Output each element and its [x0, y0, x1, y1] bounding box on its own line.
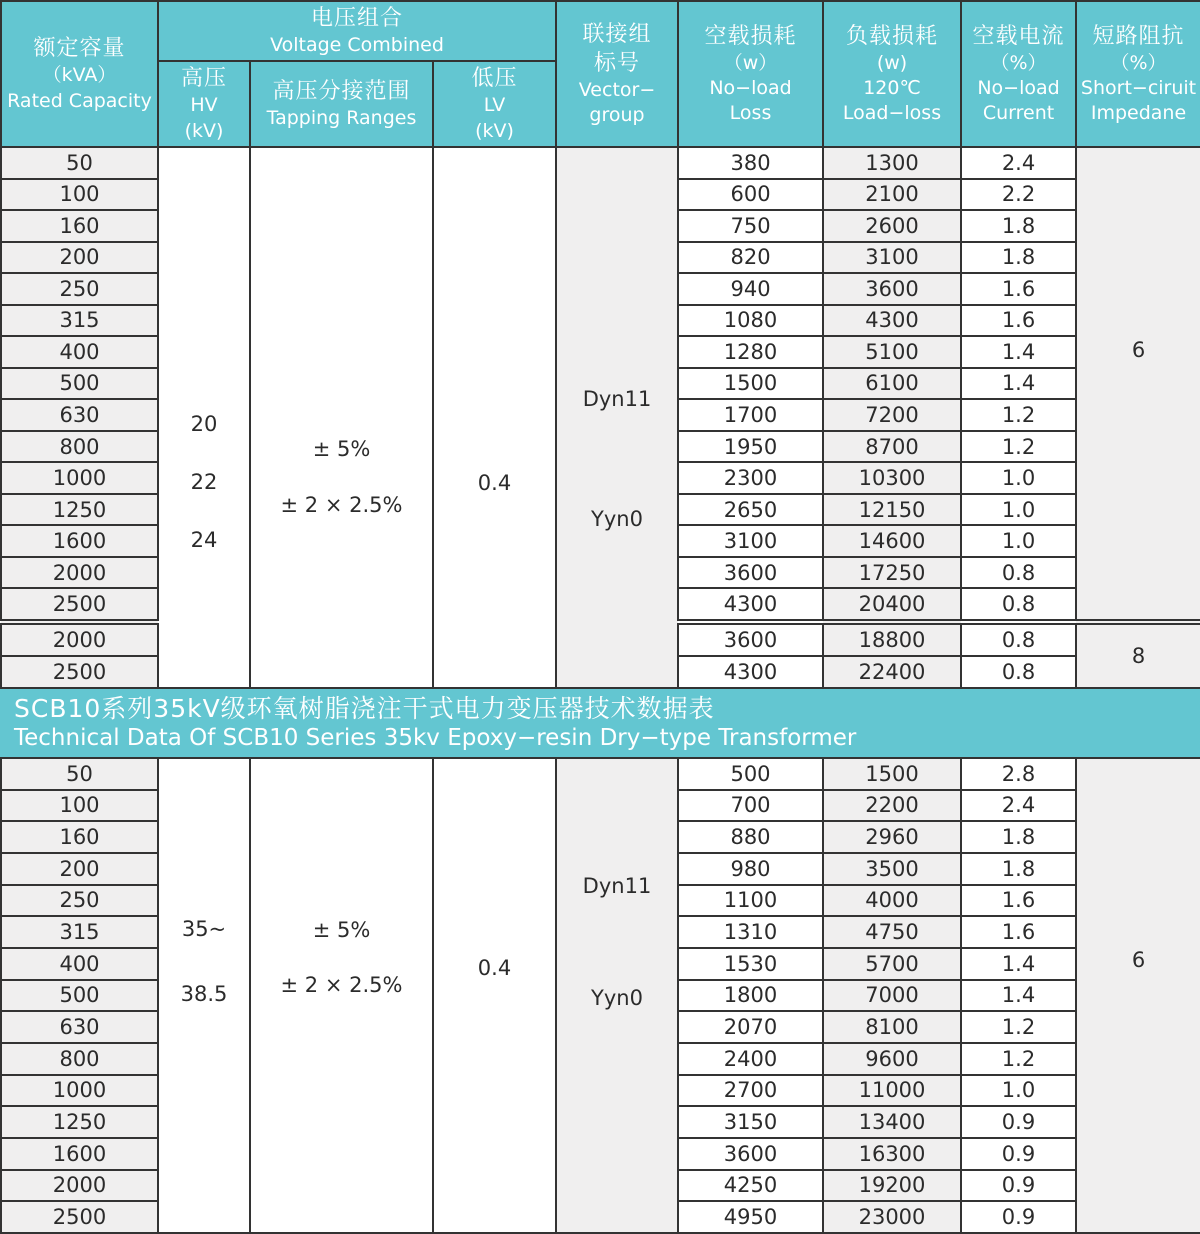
header-line-unit: (kV)	[184, 119, 224, 142]
section-banner	[0, 689, 1200, 757]
header-line-zh: 联接组	[582, 21, 652, 47]
table-row	[1, 147, 1200, 179]
load-loss-cell: 19200	[823, 1170, 961, 1202]
no-load-current-cell: 0.8	[961, 656, 1076, 688]
no-load-loss-cell: 2650	[678, 494, 823, 526]
load-loss-cell: 2960	[823, 821, 961, 853]
table-body-20kv	[1, 147, 1200, 688]
header-line-unit: (kV)	[475, 119, 514, 142]
no-load-loss-header	[678, 1, 823, 147]
voltage-combined-header-lines	[159, 4, 555, 58]
load-loss-cell: 14600	[823, 525, 961, 557]
no-load-loss-cell: 700	[678, 790, 823, 822]
header-line-zh: 低压	[471, 66, 518, 92]
load-loss-cell: 3600	[823, 273, 961, 305]
no-load-current-cell: 1.4	[961, 336, 1076, 368]
capacity-cell: 1600	[1, 525, 158, 557]
header-line-unit: （kVA）	[42, 64, 117, 87]
header-line-en: Tapping Ranges	[266, 106, 417, 129]
load-loss-header-lines	[824, 22, 960, 126]
header-line-en: Impedane	[1090, 102, 1187, 125]
tapping-values	[251, 436, 432, 518]
header-line-zh: 标号	[594, 50, 641, 76]
banner-title-en: Technical Data Of SCB10 Series 35kv Epoxy−resin Dry−type Transformer	[14, 725, 857, 752]
load-loss-cell: 17250	[823, 557, 961, 589]
lv-merged-cell	[433, 758, 556, 1233]
impedance-merged-cell	[1076, 147, 1200, 622]
tapping-header-lines	[251, 77, 432, 131]
capacity-cell: 630	[1, 1011, 158, 1043]
capacity-cell: 2000	[1, 557, 158, 589]
capacity-cell: 315	[1, 305, 158, 337]
load-loss-cell: 11000	[823, 1075, 961, 1107]
load-loss-cell: 2600	[823, 210, 961, 242]
vector-group-merged-cell	[556, 758, 678, 1233]
no-load-loss-cell: 1530	[678, 948, 823, 980]
capacity-cell: 160	[1, 821, 158, 853]
no-load-current-cell: 0.8	[961, 622, 1076, 656]
header-line-zh: 空载电流	[972, 23, 1065, 49]
header-line-unit: （%）	[1110, 51, 1167, 74]
header-row-top	[1, 1, 1200, 61]
hv-value: 38.5	[180, 982, 228, 1006]
load-loss-cell: 4750	[823, 916, 961, 948]
header-line-zh: 额定容量	[33, 36, 126, 62]
header-line-en: group	[589, 104, 645, 127]
no-load-current-cell: 1.0	[961, 462, 1076, 494]
no-load-current-cell: 1.8	[961, 853, 1076, 885]
impedance-header-lines	[1077, 22, 1200, 126]
load-loss-cell: 1300	[823, 147, 961, 179]
capacity-cell: 2000	[1, 1170, 158, 1202]
capacity-cell: 250	[1, 273, 158, 305]
no-load-loss-header-lines	[679, 22, 822, 126]
no-load-current-cell: 2.4	[961, 147, 1076, 179]
vector-group-values	[557, 386, 677, 532]
vector-group-value: Dyn11	[582, 386, 652, 411]
header-line-en: Loss	[729, 102, 772, 125]
load-loss-cell: 7000	[823, 980, 961, 1012]
load-loss-cell: 13400	[823, 1106, 961, 1138]
no-load-current-cell: 1.2	[961, 431, 1076, 463]
banner-title-zh: SCB10系列35kV级环氧树脂浇注干式电力变压器技术数据表	[14, 693, 715, 723]
no-load-loss-cell: 3600	[678, 622, 823, 656]
no-load-current-header-lines	[962, 22, 1075, 126]
capacity-cell: 1000	[1, 1075, 158, 1107]
no-load-loss-cell: 4950	[678, 1201, 823, 1233]
no-load-loss-cell: 3150	[678, 1106, 823, 1138]
no-load-loss-cell: 3600	[678, 1138, 823, 1170]
vector-group-value: Yyn0	[591, 985, 643, 1010]
capacity-cell: 1250	[1, 1106, 158, 1138]
load-loss-cell: 7200	[823, 399, 961, 431]
no-load-loss-cell: 1950	[678, 431, 823, 463]
no-load-current-cell: 1.2	[961, 399, 1076, 431]
capacity-cell: 2000	[1, 622, 158, 656]
capacity-cell: 160	[1, 210, 158, 242]
hv-merged-cell	[158, 147, 250, 688]
header-line-en: Load−loss	[842, 102, 942, 125]
no-load-loss-cell: 3100	[678, 525, 823, 557]
header-line-unit: （w）	[723, 51, 778, 74]
no-load-current-cell: 1.0	[961, 494, 1076, 526]
vector-group-merged-cell	[556, 147, 678, 688]
rated-capacity-header	[1, 1, 158, 147]
hv-value: 20	[190, 411, 218, 436]
load-loss-cell: 5100	[823, 336, 961, 368]
load-loss-cell: 23000	[823, 1201, 961, 1233]
load-loss-cell: 8700	[823, 431, 961, 463]
vector-group-header	[556, 1, 678, 147]
no-load-loss-cell: 820	[678, 242, 823, 274]
load-loss-header	[823, 1, 961, 147]
capacity-cell: 200	[1, 242, 158, 274]
hv-values	[159, 916, 249, 1007]
header-line-en: No−load	[709, 76, 792, 99]
no-load-current-cell: 1.2	[961, 1011, 1076, 1043]
lv-value-text: 0.4	[477, 470, 512, 495]
no-load-loss-cell: 1800	[678, 980, 823, 1012]
capacity-cell: 1250	[1, 494, 158, 526]
header-line-en: No−load	[977, 76, 1060, 99]
hv-merged-cell	[158, 758, 250, 1233]
rated-capacity-header-lines	[2, 34, 157, 113]
lv-value	[434, 955, 555, 981]
impedance-merged-cell-8	[1076, 622, 1200, 688]
no-load-current-cell: 1.0	[961, 525, 1076, 557]
header-line-zh: 负载损耗	[846, 23, 939, 49]
capacity-cell: 500	[1, 980, 158, 1012]
no-load-current-header	[961, 1, 1076, 147]
no-load-current-cell: 1.4	[961, 948, 1076, 980]
capacity-cell: 630	[1, 399, 158, 431]
no-load-current-cell: 0.8	[961, 588, 1076, 622]
tapping-values	[251, 917, 432, 998]
no-load-current-cell: 1.4	[961, 980, 1076, 1012]
load-loss-cell: 4000	[823, 885, 961, 917]
no-load-loss-cell: 1280	[678, 336, 823, 368]
load-loss-cell: 10300	[823, 462, 961, 494]
tapping-merged-cell	[250, 147, 433, 688]
impedance-value	[1077, 947, 1200, 973]
capacity-cell: 1600	[1, 1138, 158, 1170]
impedance-value-text: 6	[1131, 337, 1146, 362]
header-line-zh: 电压组合	[311, 5, 404, 31]
capacity-cell: 800	[1, 431, 158, 463]
tapping-value: ± 5%	[312, 436, 371, 461]
lv-value-text: 0.4	[477, 955, 512, 980]
no-load-loss-cell: 2400	[678, 1043, 823, 1075]
lv-header-lines	[434, 64, 555, 143]
load-loss-cell: 20400	[823, 588, 961, 622]
no-load-current-cell: 2.2	[961, 179, 1076, 211]
no-load-loss-cell: 4250	[678, 1170, 823, 1202]
lv-value	[434, 470, 555, 496]
header-line-en: LV	[483, 94, 506, 117]
load-loss-cell: 3500	[823, 853, 961, 885]
no-load-current-cell: 1.6	[961, 885, 1076, 917]
no-load-loss-cell: 600	[678, 179, 823, 211]
no-load-current-cell: 2.8	[961, 758, 1076, 790]
no-load-loss-cell: 750	[678, 210, 823, 242]
table-header	[1, 1, 1200, 147]
vector-group-values	[557, 873, 677, 1011]
vector-group-header-lines	[557, 20, 677, 128]
capacity-cell: 100	[1, 179, 158, 211]
no-load-loss-cell: 2300	[678, 462, 823, 494]
no-load-loss-cell: 1310	[678, 916, 823, 948]
no-load-current-cell: 1.6	[961, 305, 1076, 337]
lv-merged-cell	[433, 147, 556, 688]
vector-group-value: Yyn0	[591, 506, 643, 531]
header-line-unit: （%）	[990, 51, 1047, 74]
load-loss-cell: 8100	[823, 1011, 961, 1043]
no-load-loss-cell: 1500	[678, 368, 823, 400]
header-line-en: HV	[190, 94, 218, 117]
technical-table-35kv	[0, 757, 1200, 1234]
capacity-cell: 200	[1, 853, 158, 885]
capacity-cell: 500	[1, 368, 158, 400]
capacity-cell: 2500	[1, 656, 158, 688]
load-loss-cell: 6100	[823, 368, 961, 400]
no-load-current-cell: 1.6	[961, 273, 1076, 305]
capacity-cell: 315	[1, 916, 158, 948]
no-load-current-cell: 2.4	[961, 790, 1076, 822]
tapping-value: ± 2 × 2.5%	[280, 492, 403, 517]
hv-value: 35~	[181, 917, 227, 941]
header-line-en: Current	[982, 102, 1055, 125]
no-load-loss-cell: 940	[678, 273, 823, 305]
hv-value: 24	[190, 527, 218, 552]
lv-header	[433, 61, 556, 147]
load-loss-cell: 16300	[823, 1138, 961, 1170]
load-loss-cell: 2200	[823, 790, 961, 822]
capacity-cell: 800	[1, 1043, 158, 1075]
hv-value: 22	[190, 469, 218, 494]
impedance-value-text: 6	[1131, 947, 1146, 972]
tapping-value: ± 2 × 2.5%	[280, 973, 403, 997]
capacity-cell: 400	[1, 336, 158, 368]
capacity-cell: 100	[1, 790, 158, 822]
no-load-loss-cell: 1080	[678, 305, 823, 337]
no-load-loss-cell: 380	[678, 147, 823, 179]
load-loss-cell: 5700	[823, 948, 961, 980]
hv-header	[158, 61, 250, 147]
hv-values	[159, 411, 249, 553]
no-load-current-cell: 0.9	[961, 1170, 1076, 1202]
no-load-loss-cell: 500	[678, 758, 823, 790]
no-load-current-cell: 0.8	[961, 557, 1076, 589]
load-loss-cell: 22400	[823, 656, 961, 688]
no-load-loss-cell: 1100	[678, 885, 823, 917]
impedance-value	[1077, 643, 1200, 669]
impedance-value	[1077, 337, 1200, 363]
no-load-current-cell: 1.8	[961, 242, 1076, 274]
no-load-current-cell: 0.9	[961, 1201, 1076, 1233]
capacity-cell: 250	[1, 885, 158, 917]
capacity-cell: 1000	[1, 462, 158, 494]
load-loss-cell: 3100	[823, 242, 961, 274]
capacity-cell: 2500	[1, 1201, 158, 1233]
header-line-zh: 短路阻抗	[1092, 23, 1185, 49]
no-load-loss-cell: 880	[678, 821, 823, 853]
no-load-current-cell: 1.6	[961, 916, 1076, 948]
no-load-current-cell: 1.8	[961, 210, 1076, 242]
load-loss-cell: 2100	[823, 179, 961, 211]
no-load-current-cell: 1.0	[961, 1075, 1076, 1107]
header-line-en: Short−ciruit	[1080, 76, 1197, 99]
header-line-zh: 高压分接范围	[272, 78, 411, 104]
no-load-current-cell: 0.9	[961, 1138, 1076, 1170]
no-load-loss-cell: 1700	[678, 399, 823, 431]
capacity-cell: 400	[1, 948, 158, 980]
vector-group-value: Dyn11	[582, 873, 652, 898]
no-load-current-cell: 0.9	[961, 1106, 1076, 1138]
no-load-loss-cell: 980	[678, 853, 823, 885]
no-load-current-cell: 1.2	[961, 1043, 1076, 1075]
capacity-cell: 50	[1, 147, 158, 179]
capacity-cell: 50	[1, 758, 158, 790]
load-loss-cell: 4300	[823, 305, 961, 337]
header-line-unit: (w)	[876, 51, 908, 74]
no-load-current-cell: 1.4	[961, 368, 1076, 400]
header-line-zh: 高压	[180, 66, 227, 92]
table-body-35kv	[1, 758, 1200, 1233]
short-circuit-impedance-header	[1076, 1, 1200, 147]
load-loss-cell: 1500	[823, 758, 961, 790]
no-load-loss-cell: 2700	[678, 1075, 823, 1107]
header-line-en: Voltage Combined	[270, 33, 444, 56]
capacity-cell: 2500	[1, 588, 158, 622]
tapping-ranges-header	[250, 61, 433, 147]
hv-header-lines	[159, 64, 249, 143]
load-loss-cell: 12150	[823, 494, 961, 526]
tapping-merged-cell	[250, 758, 433, 1233]
header-line-en: Rated Capacity	[7, 89, 152, 112]
table-row	[1, 758, 1200, 790]
impedance-value-text: 8	[1131, 644, 1146, 669]
no-load-loss-cell: 3600	[678, 557, 823, 589]
load-loss-cell: 9600	[823, 1043, 961, 1075]
load-loss-cell: 18800	[823, 622, 961, 656]
no-load-loss-cell: 4300	[678, 588, 823, 622]
tapping-value: ± 5%	[312, 918, 371, 942]
no-load-loss-cell: 4300	[678, 656, 823, 688]
impedance-merged-cell	[1076, 758, 1200, 1233]
header-line-temp: 120℃	[863, 76, 921, 99]
header-line-en: Vector−	[578, 78, 656, 101]
voltage-combined-header	[158, 1, 556, 61]
no-load-current-cell: 1.8	[961, 821, 1076, 853]
no-load-loss-cell: 2070	[678, 1011, 823, 1043]
header-line-zh: 空载损耗	[704, 23, 797, 49]
